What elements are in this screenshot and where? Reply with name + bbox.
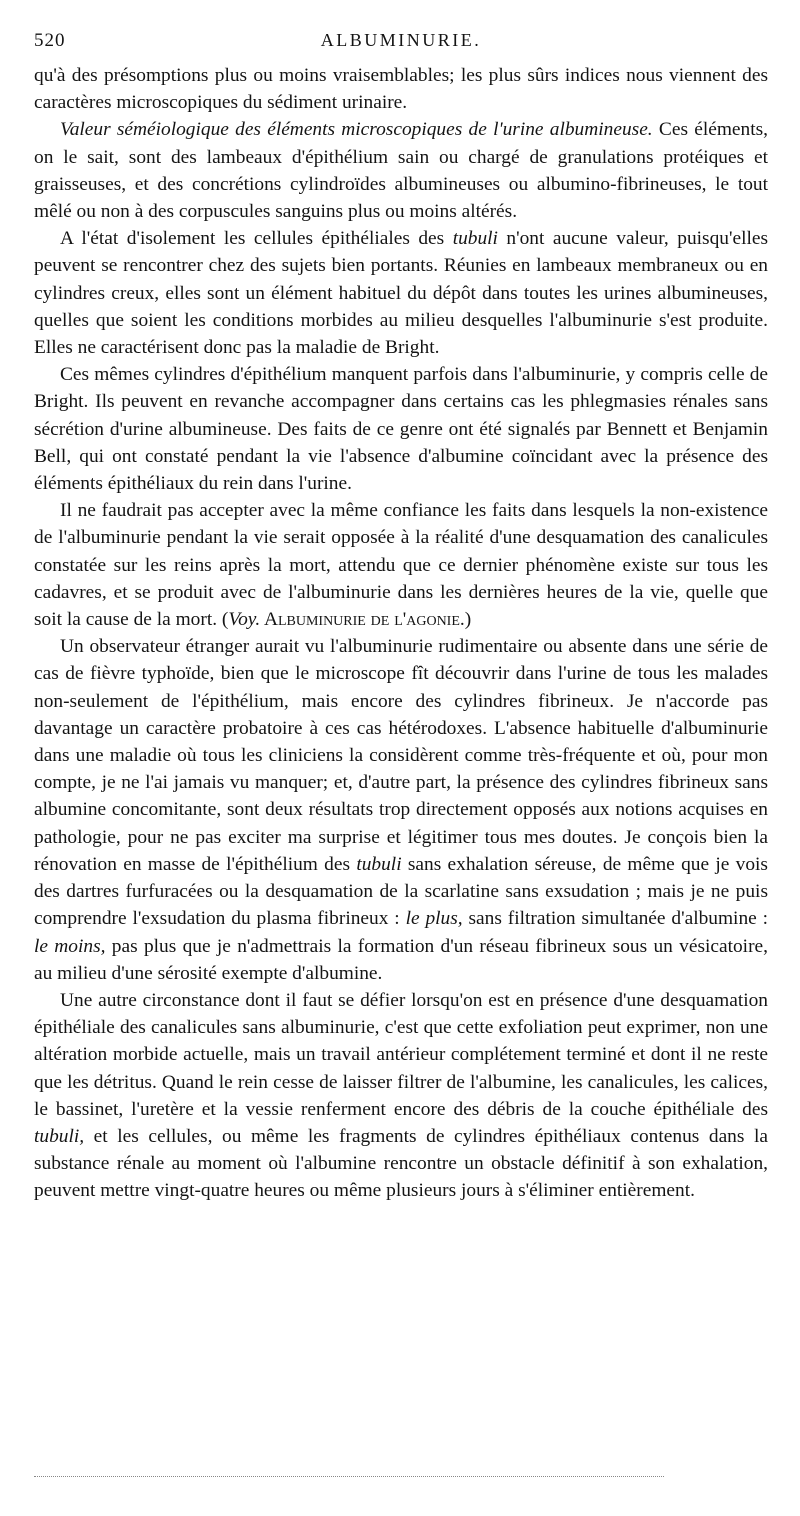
paragraph-text: Ces mêmes cylindres d'épithélium manquent parfois dans l'albuminurie, y compris celle de Bright. Ils peuvent en revanche accompagner dans certains cas les phlegmasies rénales sans sécrétion d'urine albumineuse. Des faits de ce genre ont été signalés par Bennett et Benjamin Bell, qui ont constaté pendant la vie l'absence d'albumine coïncidant avec la présence des éléments épithéliaux du rein dans l'urine. xyxy=(34,364,768,495)
emphasis-text: le moins, xyxy=(34,935,106,957)
running-head: ALBUMINURIE. xyxy=(320,30,482,50)
body-text xyxy=(34,62,768,1205)
paragraph-text: ) xyxy=(464,609,472,631)
emphasis-text: le plus, xyxy=(405,908,463,930)
emphasis-text: tubuli, xyxy=(34,1125,85,1147)
page-header xyxy=(34,30,768,56)
emphasis-text: tubuli xyxy=(452,228,498,250)
emphasis-text: tubuli xyxy=(356,853,402,875)
book-page xyxy=(34,30,768,1205)
cross-reference-label: Voy. xyxy=(228,609,261,631)
paragraph-continuation xyxy=(34,62,768,116)
paragraph-text: sans filtration simultanée d'albumine : xyxy=(462,908,769,930)
paragraph xyxy=(34,633,768,987)
footer-rule xyxy=(34,1476,664,1477)
cross-reference-title: Albuminurie de l'agonie. xyxy=(260,609,465,631)
paragraph xyxy=(34,987,768,1205)
paragraph xyxy=(34,225,768,361)
section-heading: Valeur séméiologique des éléments microscopiques de l'urine albumineuse. xyxy=(60,119,653,141)
paragraph-text: qu'à des présomptions plus ou moins vraisemblables; les plus sûrs indices nous viennent des caractères microscopiques du sédiment urinaire. xyxy=(34,65,768,114)
page-number: 520 xyxy=(34,30,66,51)
paragraph-text: Un observateur étranger aurait vu l'albuminurie rudimentaire ou absente dans une série de cas de fièvre typhoïde, bien que le microscope fît découvrir dans l'urine de tous les malades non-seulement de l'épithélium, mais encore des cylindres fibrineux. Je n'accorde pas davantage un caractère probatoire à ces cas hétérodoxes. L'absence habituelle d'albuminurie dans une maladie où tous les cliniciens la considèrent comme très-fréquente et où, pour mon compte, je ne l'ai jamais vu manquer; et, d'autre part, la présence des cylindres fibrineux sans albumine concomitante, sont deux résultats trop directement opposés aux notions acquises en pathologie, pour ne pas exciter ma surprise et légitimer tous mes doutes. Je conçois bien la rénovation en masse de l'épithélium des xyxy=(34,636,768,875)
paragraph-section xyxy=(34,116,768,225)
paragraph-text: sans exhalation séreuse, de même que je vois des dartres furfuracées ou la desquamation de la scarlatine sans exsudation ; mais je ne puis comprendre l'exsudation du plasma fibrineux : xyxy=(34,853,768,930)
paragraph-text: Il ne faudrait pas accepter avec la même confiance les faits dans lesquels la non-existence de l'albuminurie pendant la vie serait opposée à la réalité d'une desquamation des canalicules constatée sur les reins après la mort, attendu que ce dernier phénomène existe sur tous les cadavres, et se produit avec de l'albuminurie dans les dernières heures de la vie, quelle que soit la cause de la mort. ( xyxy=(34,500,768,631)
paragraph-text: pas plus que je n'admettrais la formation d'un réseau fibrineux sous un vésicatoire, au milieu d'une sérosité exempte d'albumine. xyxy=(34,935,768,984)
paragraph-text: Une autre circonstance dont il faut se défier lorsqu'on est en présence d'une desquamation épithéliale des canalicules sans albuminurie, c'est que cette exfoliation peut exprimer, non une altération morbide actuelle, mais un travail antérieur complétement terminé et dont il ne reste que les détritus. Quand le rein cesse de laisser filtrer de l'albumine, les canalicules, les calices, le bassinet, l'uretère et la vessie renferment encore des débris de la couche épithéliale des xyxy=(34,989,768,1120)
paragraph-text: Ces éléments, on le sait, sont des lambeaux d'épithélium sain ou chargé de granulations protéiques et graisseuses, et des concrétions cylindroïdes albumineuses ou albumino-fibrineuses, le tout mêlé ou non à des corpuscules sanguins plus ou moins altérés. xyxy=(34,119,769,223)
paragraph xyxy=(34,361,768,497)
paragraph-text: n'ont aucune valeur, puisqu'elles peuvent se rencontrer chez des sujets bien portants. Réunies en lambeaux membraneux ou en cylindres creux, elles sont un élément habituel du dépôt dans toutes les urines albumineuses, quelles que soient les conditions morbides au milieu desquelles l'albuminurie s'est produite. Elles ne caractérisent donc pas la maladie de Bright. xyxy=(34,228,769,359)
paragraph-text: A l'état d'isolement les cellules épithéliales des xyxy=(60,228,453,250)
paragraph-text: et les cellules, ou même les fragments de cylindres épithéliaux contenus dans la substance rénale au moment où l'albumine rencontre un obstacle définitif à son exhalation, peuvent mettre vingt-quatre heures ou même plusieurs jours à s'éliminer entièrement. xyxy=(34,1125,768,1202)
paragraph xyxy=(34,497,768,633)
